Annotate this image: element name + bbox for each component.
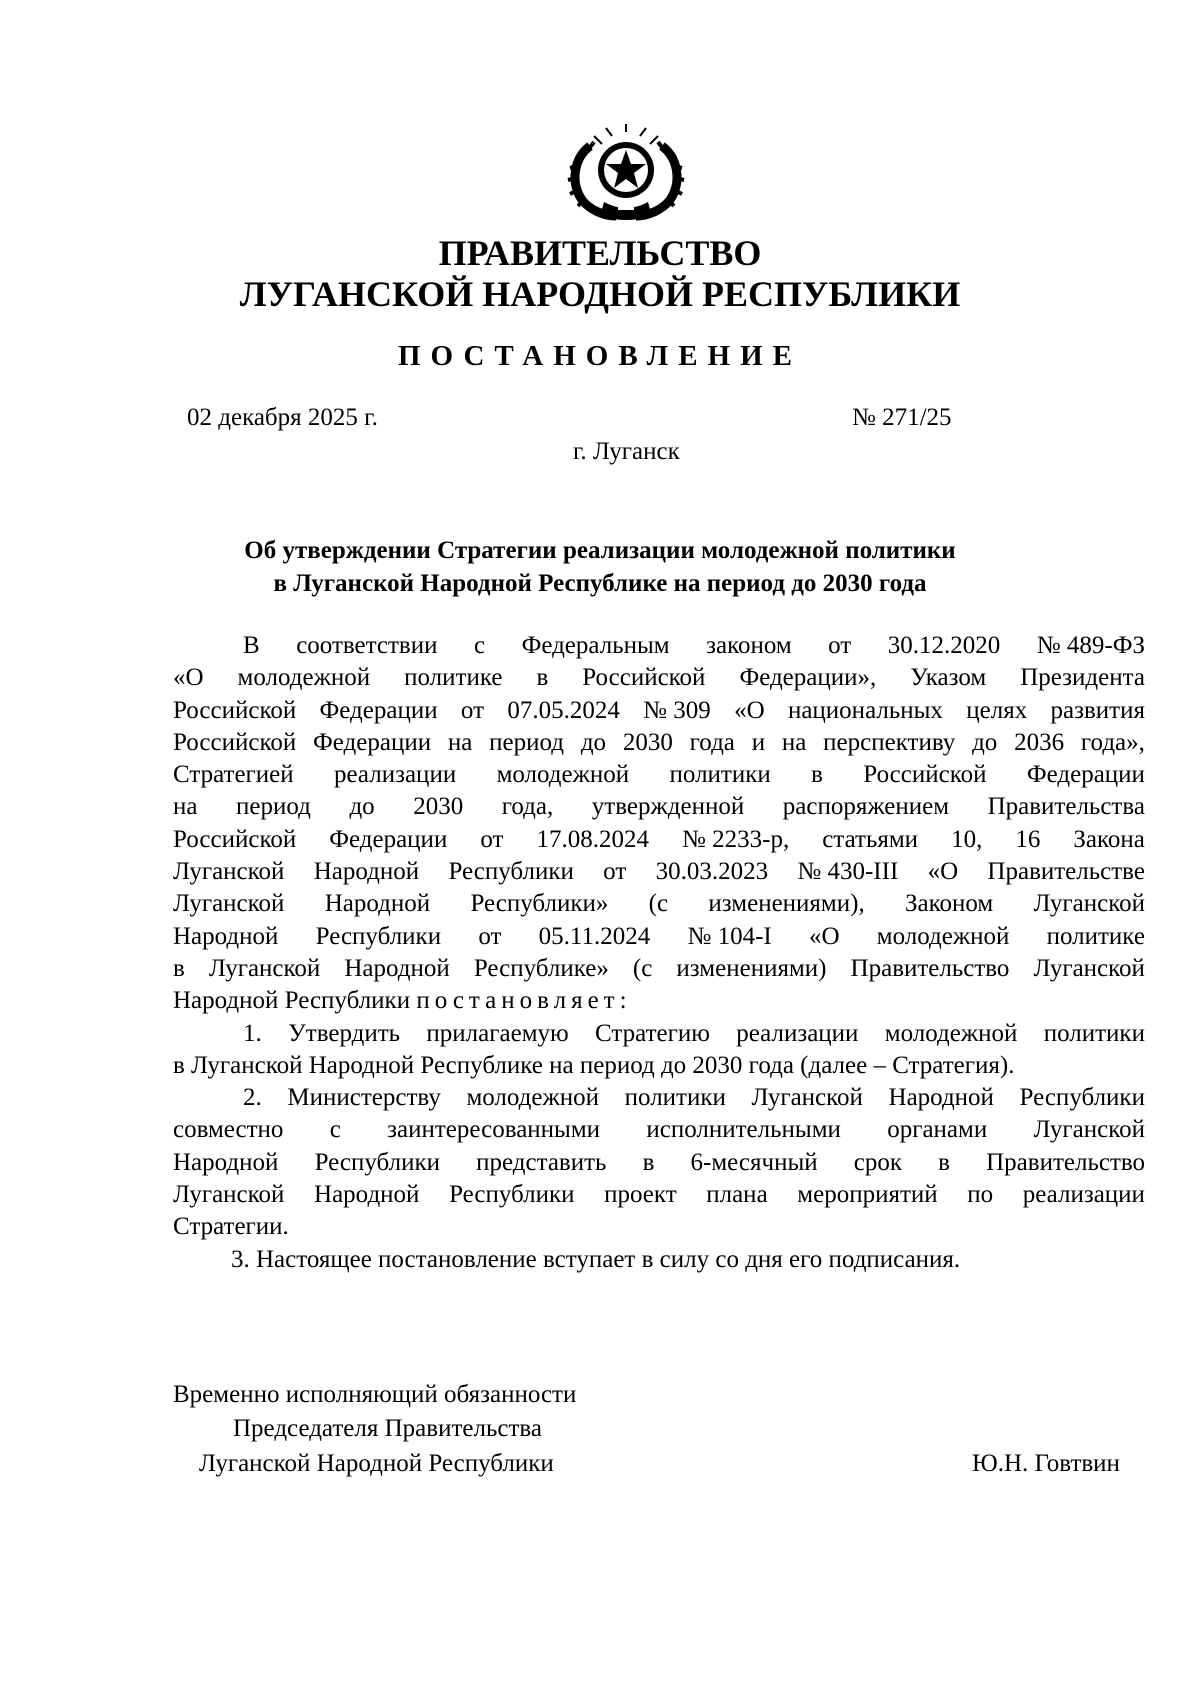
word: года», (1080, 728, 1145, 756)
word: статьями (822, 825, 919, 853)
word: 30.12.2020 (887, 632, 1001, 659)
word: Республики (1019, 1084, 1145, 1112)
paragraph-line (173, 1147, 1145, 1179)
word: Стратегией (173, 761, 294, 789)
word: Российской (173, 728, 297, 756)
word: года, (501, 793, 554, 821)
paragraph-line (173, 695, 1145, 727)
word: исполнительными (646, 1116, 841, 1144)
word: Народной (344, 954, 450, 982)
word: 07.05.2024 (507, 696, 620, 724)
word: 2030 (622, 728, 673, 756)
word: срок (853, 1148, 903, 1176)
word: Правительство (986, 1148, 1145, 1176)
paragraph-line (173, 824, 1145, 856)
word: Народной (324, 890, 431, 918)
word: Федерации», (739, 664, 877, 692)
word: реализации (1022, 1181, 1145, 1209)
word: Правительстве (987, 858, 1145, 886)
word: до (972, 728, 998, 756)
word: (с (648, 890, 669, 918)
paragraph-line (173, 791, 1145, 823)
word: по (967, 1181, 994, 1209)
word: Луганской (1033, 890, 1145, 918)
word: (с (632, 954, 653, 982)
word: Правительства (987, 793, 1145, 821)
word: период (236, 793, 311, 821)
word: реализации (334, 761, 457, 789)
word: 30.03.2023 (655, 858, 769, 886)
word: на (447, 728, 473, 756)
word: целях (966, 696, 1028, 724)
word: национальных (787, 696, 943, 724)
signatory-title-line2: Председателя Правительства (233, 1415, 542, 1442)
word: № 430-III (797, 858, 899, 886)
word: Республики (448, 858, 574, 886)
paragraph-line (173, 630, 1145, 662)
paragraph-item-1 (173, 1018, 1145, 1083)
word: Луганской (173, 890, 285, 918)
paragraph-line (173, 856, 1145, 888)
word: Народной (173, 1148, 279, 1176)
word: от (480, 825, 504, 853)
word: изменениями), (708, 890, 865, 918)
word: с (473, 632, 486, 659)
document-date: 02 декабря 2025 г. (187, 404, 378, 431)
word: мероприятий (797, 1181, 938, 1209)
word: Федеральным (521, 632, 670, 659)
word: Республике» (473, 954, 609, 982)
paragraph-line (173, 1114, 1145, 1146)
word: Луганской (1033, 1116, 1145, 1144)
word: от (478, 922, 502, 950)
word: на (173, 793, 198, 821)
document-body (173, 630, 1145, 1276)
signatory-title-line1: Временно исполняющий обязанности (173, 1381, 577, 1408)
word: 2. (243, 1084, 262, 1112)
paragraph-line (173, 921, 1145, 953)
word: органами (887, 1116, 988, 1144)
paragraph-line (173, 953, 1145, 985)
word: Утвердить (288, 1019, 401, 1047)
word: Российской (173, 696, 297, 724)
document-city: г. Луганск (573, 438, 680, 465)
government-title-line1: ПРАВИТЕЛЬСТВО (438, 233, 762, 273)
word: Закона (1073, 825, 1145, 853)
word: Российской (173, 825, 297, 853)
word: Стратегию (595, 1019, 710, 1047)
word: Федерации (319, 696, 438, 724)
word: «О (927, 858, 959, 886)
word: реализации (736, 1019, 859, 1047)
word: молодежной (884, 1019, 1018, 1047)
word: в (173, 954, 185, 982)
word: Луганской (173, 1181, 285, 1209)
paragraph-line: Стратегии. (173, 1213, 289, 1241)
coat-of-arms-emblem (560, 124, 692, 224)
word: 10, (951, 825, 983, 853)
word: от (828, 632, 852, 659)
word: от (603, 858, 627, 886)
word: № 309 (643, 696, 711, 724)
word: плана (706, 1181, 768, 1209)
document-type-heading: ПОСТАНОВЛЕНИЕ (397, 340, 802, 372)
paragraph-item-3: 3. Настоящее постановление вступает в силу со дня его подписания. (231, 1245, 961, 1273)
word: политике (1046, 922, 1145, 950)
word: 17.08.2024 (536, 825, 649, 853)
word: Луганской (173, 858, 285, 886)
subject-line1: Об утверждении Стратегии реализации молодежной политики (244, 537, 956, 564)
word: 16 (1015, 825, 1041, 853)
word: политике (404, 664, 503, 692)
paragraph-line (173, 985, 1145, 1017)
word: Законом (905, 890, 994, 918)
subject-line2: в Луганской Народной Республике на период до 2030 года (273, 570, 927, 597)
word: политики (624, 1084, 726, 1112)
paragraph-preamble (173, 630, 1145, 985)
word: Президента (1020, 664, 1145, 692)
paragraph-line (173, 888, 1145, 920)
word: 2036 (1014, 728, 1065, 756)
word: прилагаемую (426, 1019, 569, 1047)
word: 05.11.2024 (538, 922, 651, 950)
word: распоряжением (782, 793, 950, 821)
word: представить (476, 1148, 607, 1176)
word: с (329, 1116, 341, 1144)
paragraph-line (173, 1082, 1145, 1114)
word: Республики (449, 1181, 575, 1209)
signatory-title-line3: Луганской Народной Республики (199, 1450, 554, 1477)
word: Федерации (1026, 761, 1145, 789)
word: «О (734, 696, 765, 724)
word: Министерству (287, 1084, 441, 1112)
word: на (781, 728, 807, 756)
paragraph-line (173, 727, 1145, 759)
word: до (349, 793, 375, 821)
word: № 489-ФЗ (1036, 632, 1145, 659)
word: Указом (910, 664, 987, 692)
word: молодежной (496, 761, 630, 789)
word: Российской (863, 761, 987, 789)
signatory-name: Ю.Н. Говтвин (972, 1450, 1120, 1477)
paragraph-line (173, 662, 1145, 694)
paragraph-line (173, 1179, 1145, 1211)
word: Луганской (208, 954, 321, 982)
word: Федерации (313, 728, 432, 756)
word: развития (1050, 696, 1145, 724)
word: политики (1043, 1019, 1145, 1047)
word: изменениями) (676, 954, 827, 982)
preamble-last-prefix: Народной Республики (173, 987, 411, 1015)
word: совместно (173, 1116, 284, 1144)
word: утвержденной (591, 793, 745, 821)
word: молодежной (876, 922, 1010, 950)
word: 6-месячный (690, 1148, 818, 1176)
word: Народной (313, 858, 420, 886)
word: Луганской (751, 1084, 863, 1112)
word: 2030 (413, 793, 464, 821)
word: в (536, 664, 549, 692)
paragraph-line (173, 1018, 1145, 1050)
word: соответствии (296, 632, 438, 659)
word: Республики» (470, 890, 609, 918)
word: Правительство (850, 954, 1010, 982)
government-title-line2: ЛУГАНСКОЙ НАРОДНОЙ РЕСПУБЛИКИ (239, 274, 961, 314)
word: «О (808, 922, 840, 950)
word: Республики (315, 922, 442, 950)
paragraph-line (173, 759, 1145, 791)
word: Республики (314, 1148, 440, 1176)
word: Народной (888, 1084, 994, 1112)
word: Народной (173, 922, 279, 950)
word: от (460, 696, 485, 724)
word: Российской (582, 664, 706, 692)
word: молодежной (466, 1084, 600, 1112)
word: в (642, 1148, 655, 1176)
word: года (689, 728, 735, 756)
word: проект (604, 1181, 677, 1209)
document-number: № 271/25 (852, 404, 952, 431)
word: молодежной (237, 664, 371, 692)
preamble-decree-word: постановляет: (416, 987, 632, 1015)
paragraph-line: в Луганской Народной Республике на период до 2030 года (далее – Стратегия). (173, 1051, 1015, 1079)
word: в (811, 761, 823, 789)
paragraph-item-2 (173, 1082, 1145, 1243)
word: перспективу (823, 728, 956, 756)
word: политики (669, 761, 771, 789)
word: Федерации (329, 825, 448, 853)
word: В (243, 632, 260, 659)
word: Луганской (1033, 954, 1145, 982)
word: в (938, 1148, 950, 1176)
word: заинтересованными (387, 1116, 601, 1144)
word: законом (706, 632, 792, 659)
word: 1. (243, 1019, 262, 1047)
word: период (489, 728, 565, 756)
word: и (751, 728, 766, 756)
word: Народной (314, 1181, 420, 1209)
word: № 2233-р, (682, 825, 790, 853)
word: «О (173, 664, 204, 692)
word: до (580, 728, 607, 756)
word: № 104-I (687, 922, 772, 950)
